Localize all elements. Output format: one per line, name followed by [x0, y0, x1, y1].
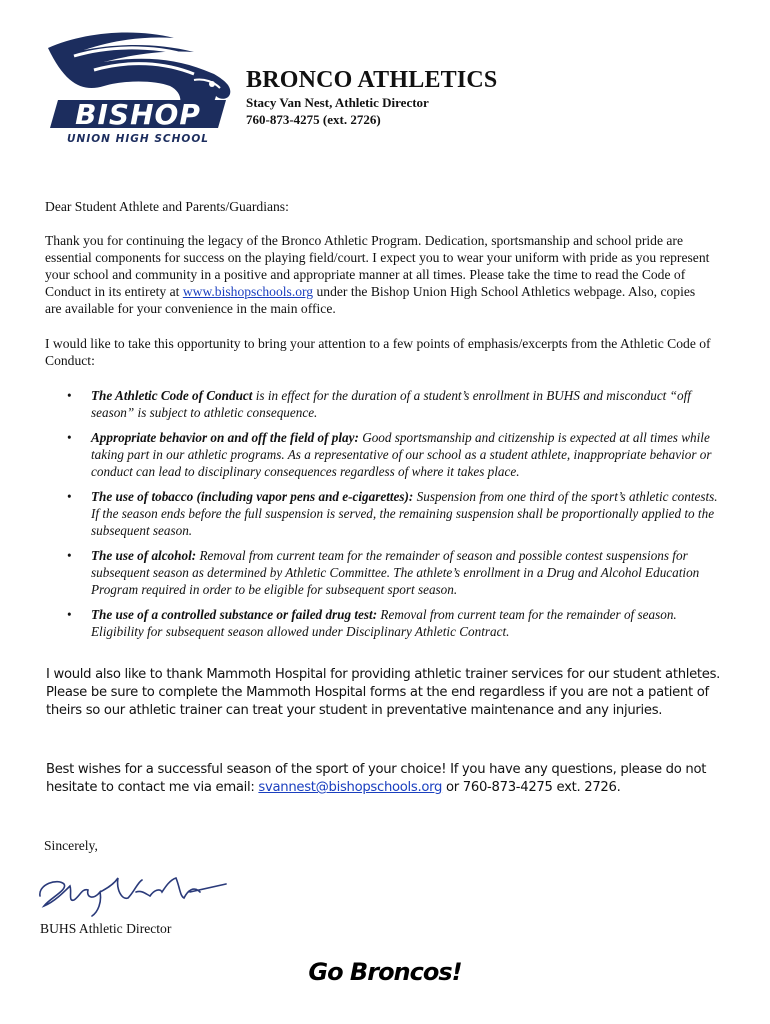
closing-text-end: or 760-873-4275 ext. 2726. [442, 780, 621, 795]
letterhead [246, 66, 498, 128]
list-item [45, 488, 725, 539]
bullet-text: Removal from current team for the remainder of season. Eligibility for subsequent season allowed under Disciplinary Athletic Contract. [91, 607, 677, 639]
signer-title: BUHS Athletic Director [40, 921, 172, 936]
list-item [45, 429, 725, 480]
bullet-text: Suspension from one third of the sport’s athletic contests. If the season ends before the full suspension is served, the remaining suspension shall be proportionally applied to the subsequent season. [91, 489, 718, 538]
bullet-heading: The use of alcohol: [91, 548, 197, 563]
list-item [45, 387, 725, 421]
bullet-text: is in effect for the duration of a student’s enrollment in BUHS and misconduct “off season” is subject to athletic consequence. [91, 388, 691, 420]
bronco-horse-icon [44, 30, 240, 148]
intro-text-end: under the Bishop Union High School Athletics webpage. Also, copies are available for your convenience in the main office. [45, 284, 696, 316]
intro-paragraph [45, 232, 715, 317]
director-phone: 760-873-4275 (ext. 2726) [246, 112, 381, 127]
go-broncos-closing: Go Broncos! [308, 958, 462, 986]
school-logo [44, 30, 240, 148]
greeting: Dear Student Athlete and Parents/Guardians: [45, 199, 289, 214]
bullet-heading: The use of a controlled substance or failed drug test: [91, 607, 378, 622]
email-link[interactable]: svannest@bishopschools.org [258, 780, 443, 795]
sign-off: Sincerely, [44, 838, 98, 853]
bullet-icon: • [67, 489, 72, 504]
intro-text: Thank you for continuing the legacy of the Bronco Athletic Program. Dedication, sportsmanship and school pride are essential components for success on the playing field/court. I expect you to wear your uniform with pride as you represent your school and community in a positive and appropriate manner at all times. Please take the time to read the Code of Conduct in its entirety at [45, 233, 710, 299]
school-website-link[interactable]: www.bishopschools.org [182, 284, 314, 299]
director-name: Stacy Van Nest, Athletic Director [246, 95, 429, 110]
closing-paragraph [46, 761, 726, 797]
trainer-paragraph: I would also like to thank Mammoth Hospital for providing athletic trainer services for our student athletes. Please be sure to complete the Mammoth Hospital forms at the end regardless if you are not a patient of theirs so our athletic trainer can treat your student in preventative maintenance and any injuries. [46, 667, 721, 718]
code-of-conduct-list [45, 387, 725, 648]
list-item [45, 547, 725, 598]
bullet-text: Good sportsmanship and citizenship is expected at all times while taking part in our athletic programs. As a representative of our school as a student athlete, inappropriate behavior or conduct can lead to disciplinary consequences regardless of where it takes place. [91, 430, 712, 479]
bullet-icon: • [67, 607, 72, 622]
closing-text: Best wishes for a successful season of the sport of your choice! If you have any questions, please do not hesitate to contact me via email: [46, 762, 707, 795]
handwritten-signature [30, 862, 230, 918]
bullet-icon: • [67, 388, 72, 403]
bullet-heading: The Athletic Code of Conduct [91, 388, 253, 403]
emphasis-paragraph: I would like to take this opportunity to bring your attention to a few points of emphasis/excerpts from the Athletic Code of Conduct: [45, 336, 711, 368]
bullet-heading: The use of tobacco (including vapor pens and e-cigarettes): [91, 489, 414, 504]
bullet-heading: Appropriate behavior on and off the field of play: [91, 430, 359, 445]
logo-wordmark: BISHOP [75, 98, 201, 131]
letterhead-title: BRONCO ATHLETICS [246, 67, 498, 93]
list-item [45, 606, 725, 640]
logo-subtitle: UNION HIGH SCHOOL [67, 133, 209, 145]
bullet-icon: • [67, 430, 72, 445]
bullet-icon: • [67, 548, 72, 563]
bullet-text: Removal from current team for the remainder of season and possible contest suspensions for subsequent season as determined by Athletic Committee. The athlete’s enrollment in a Drug and Alcohol Education Program required in order to be eligible for subsequent sport season. [91, 548, 700, 597]
